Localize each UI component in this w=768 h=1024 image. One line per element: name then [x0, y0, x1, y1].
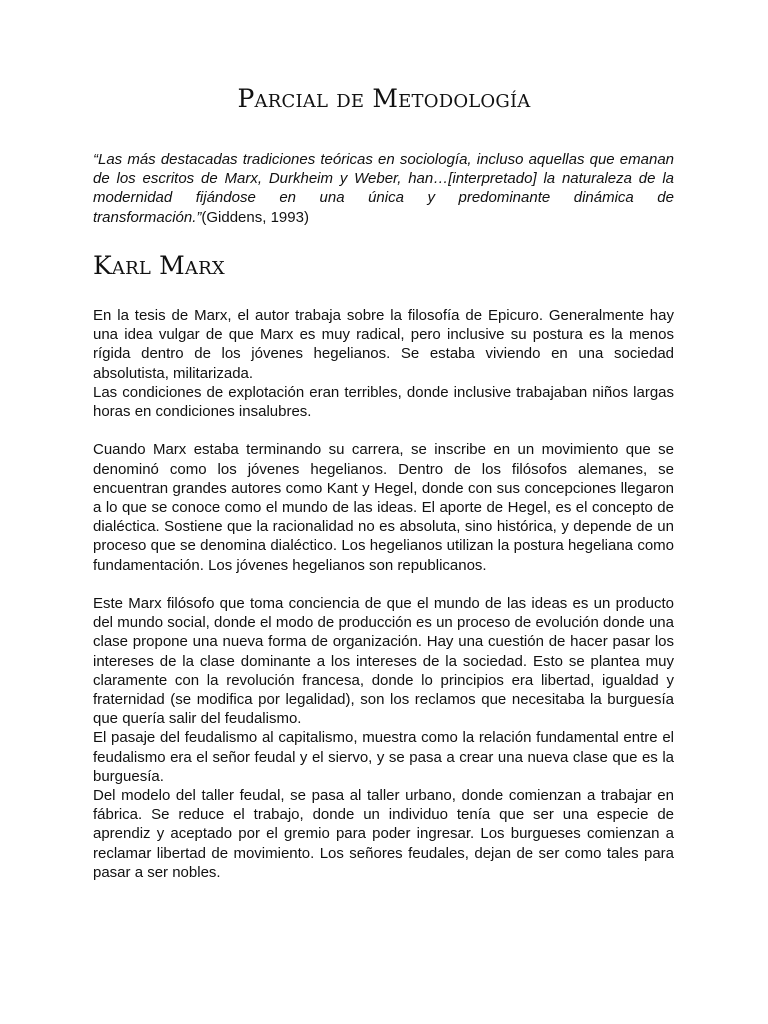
paragraph: Del modelo del taller feudal, se pasa al taller urbano, donde comienzan a trabajar en fábrica. Se reduce el trabajo, donde un individuo tenía que ser una especie de aprendiz y aceptado por el gremio para poder ingresar. Los burgueses comienzan a reclamar libertad de movimiento. Los señores feudales, dejan de ser como tales para pasar a ser nobles. [93, 787, 674, 881]
epigraph-quote [93, 150, 674, 227]
paragraph: En la tesis de Marx, el autor trabaja sobre la filosofía de Epicuro. Generalmente hay una idea vulgar de que Marx es muy radical, pero inclusive su postura es la menos rígida dentro de los jóvenes hegelianos. Se estaba viviendo en una sociedad absolutista, militarizada. [93, 307, 674, 382]
quote-text: “Las más destacadas tradiciones teóricas en sociología, incluso aquellas que emanan de los escritos de Marx, Durkheim y Weber, han…[interpretado] la naturaleza de la modernidad fijándose en una única y predominante dinámica de transformación.” [93, 151, 674, 226]
document-title: Parcial de Metodología [237, 84, 531, 113]
paragraph: Este Marx filósofo que toma conciencia de que el mundo de las ideas es un producto del mundo social, donde el modo de producción es un proceso de evolución donde una clase propone una nueva forma de organización. Hay una cuestión de hacer pasar los intereses de la clase dominante a los intereses de la sociedad. Esto se plantea muy claramente con la revolución francesa, donde lo principios era libertad, igualdad y fraternidad (se modifica por legalidad), son los reclamos que necesitaba la burguesía que quería salir del feudalismo. [93, 595, 674, 728]
paragraph: El pasaje del feudalismo al capitalismo, muestra como la relación fundamental entre el feudalismo era el señor feudal y el siervo, y se pasa a crear una nueva clase que es la burguesía. [93, 729, 674, 785]
section-heading-karl-marx: Karl Marx [93, 251, 225, 280]
paragraph: Las condiciones de explotación eran terribles, donde inclusive trabajaban niños largas horas en condiciones insalubres. [93, 383, 674, 421]
quote-citation: (Giddens, 1993) [201, 208, 309, 226]
paragraph: Cuando Marx estaba terminando su carrera, se inscribe en un movimiento que se denominó como los jóvenes hegelianos. Dentro de los filósofos alemanes, se encuentran grandes autores como Kant y Hegel, donde con sus concepciones llegaron a lo que se conoce como el mundo de las ideas. El aporte de Hegel, es el concepto de dialéctica. Sostiene que la racionalidad no es absoluta, sino histórica, y depende de un proceso que se denomina dialéctico. Los hegelianos utilizan la postura hegeliana como fundamentación. Los jóvenes hegelianos son republicanos. [93, 441, 674, 574]
section-body [93, 306, 674, 882]
